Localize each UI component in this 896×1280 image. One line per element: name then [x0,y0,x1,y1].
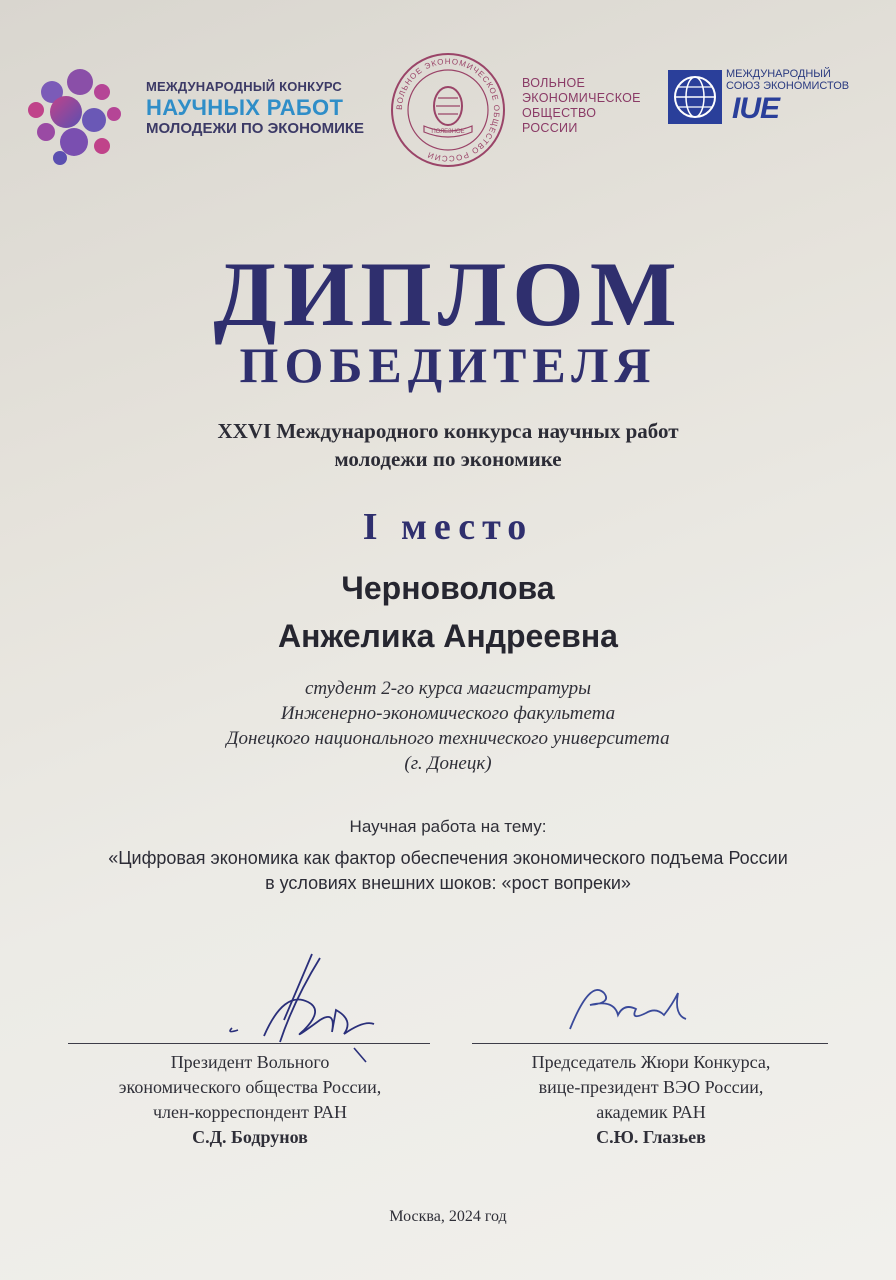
signatory-right-name: С.Ю. Глазьев [596,1127,706,1147]
contest-line-2: молодежи по экономике [334,447,562,471]
signatory-left-line2: экономического общества России, [118,1077,382,1097]
signatory-right-line3: академик РАН [596,1102,706,1122]
signatory-right-line1: Председатель Жюри Конкурса, [531,1052,771,1072]
contest-logo-line1: МЕЖДУНАРОДНЫЙ КОНКУРС [146,79,343,94]
signature-line-right [472,1043,828,1044]
veo-seal-icon [388,50,508,170]
award-place: I место [362,506,534,548]
iue-line2: СОЮЗ ЭКОНОМИСТОВ [726,80,850,93]
contest-logo-text [146,80,364,136]
svg-text:ПОЛЕЗНОЕ: ПОЛЕЗНОЕ [431,129,465,135]
signatory-left-name: С.Д. Бодрунов [192,1127,308,1147]
affiliation-line-3: Донецкого национального технического университета [226,728,670,749]
iue-mark: IUE [732,92,780,125]
contest-line-1: XXVI Международного конкурса научных работ [217,419,679,443]
affiliation-line-4: (г. Донецк) [404,753,492,774]
contest-logo-icon [22,62,128,168]
recipient-given-names: Анжелика Андреевна [278,618,618,654]
diploma-title: ДИПЛОМ [213,243,683,345]
contest-logo-line3: МОЛОДЕЖИ ПО ЭКОНОМИКЕ [146,119,365,137]
signatory-left [60,1050,440,1150]
veo-line3: ОБЩЕСТВО [522,106,597,120]
signature-line-left [68,1043,430,1044]
signatory-right [466,1050,836,1150]
diploma-subtitle: ПОБЕДИТЕЛЯ [239,337,657,393]
topic-line-2: в условиях внешних шоков: «рост вопреки» [265,873,631,893]
signature-left-icon [224,950,394,1065]
signatory-right-line2: вице-президент ВЭО России, [538,1077,764,1097]
signatory-left-line3: член-корреспондент РАН [152,1102,348,1122]
recipient-surname: Черноволова [341,570,555,606]
affiliation-line-1: студент 2-го курса магистратуры [305,678,591,699]
affiliation-line-2: Инженерно-экономического факультета [280,703,616,724]
iue-line1: МЕЖДУНАРОДНЫЙ [726,68,831,80]
place-and-date: Москва, 2024 год [389,1208,507,1225]
topic-label: Научная работа на тему: [349,817,547,836]
veo-line4: РОССИИ [522,121,578,135]
signatory-left-line1: Президент Вольного [170,1052,330,1072]
veo-line1: ВОЛЬНОЕ [522,76,586,90]
svg-text:ВОЛЬНОЕ ЭКОНОМИЧЕСКОЕ ОБЩЕСТВО: ВОЛЬНОЕ ЭКОНОМИЧЕСКОЕ ОБЩЕСТВО РОССИИ [394,56,502,164]
contest-logo-line2: НАУЧНЫХ РАБОТ [146,94,344,120]
veo-logo-text [522,76,641,136]
veo-line2: ЭКОНОМИЧЕСКОЕ [522,91,641,105]
topic-line-1: «Цифровая экономика как фактор обеспечения экономического подъема России [108,848,788,868]
iue-logo-text [726,68,849,92]
signature-right-icon [560,975,700,1035]
